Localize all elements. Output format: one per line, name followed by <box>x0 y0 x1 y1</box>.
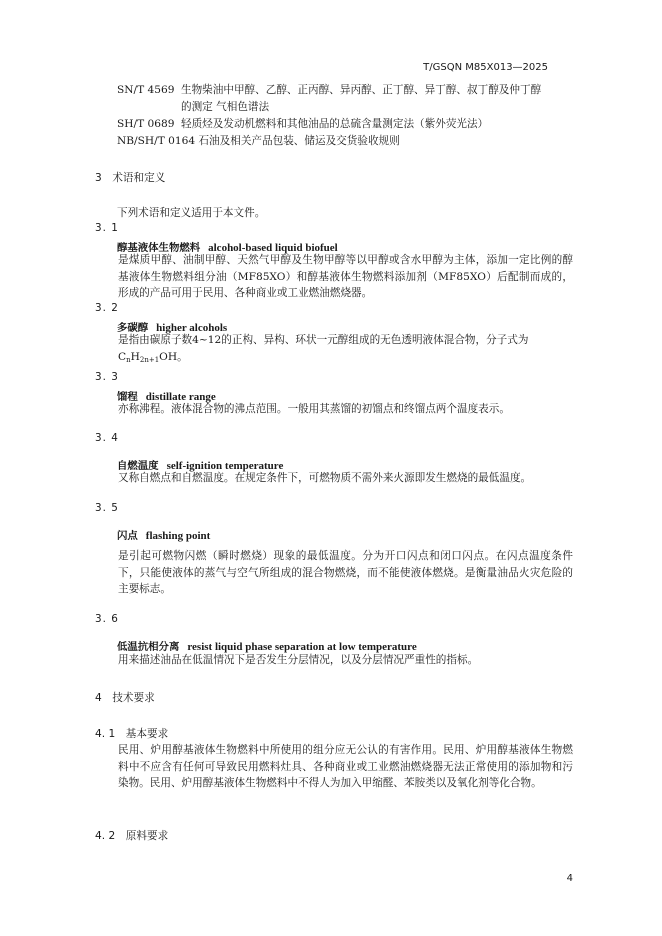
subsection-heading: 4. 1 基本要求 <box>95 728 169 740</box>
definition-text: 又称自燃点和自燃温度。在规定条件下，可燃物质不需外来火源即发生燃烧的最低温度。 <box>118 472 532 484</box>
term-en: distillate range <box>145 391 216 403</box>
term-en: flashing point <box>145 530 211 542</box>
standard-ref <box>117 82 541 97</box>
definition-text <box>95 332 573 368</box>
term-en: higher alcohols <box>156 322 228 334</box>
term-number: 3. 4 <box>95 432 119 444</box>
term-en: resist liquid phase separation at low temperature <box>187 641 417 653</box>
term-definition <box>95 470 573 487</box>
standard-ref <box>117 133 400 148</box>
standard-ref <box>117 116 488 131</box>
term-zh: 醇基液体生物燃料 <box>117 242 201 254</box>
term-definition <box>95 401 573 418</box>
standard-code: NB/SH/T 0164 <box>117 135 196 147</box>
term-number: 3. 6 <box>95 613 119 625</box>
document-code: T/GSQN M85X013—2025 <box>423 62 548 73</box>
formula-2n1: 2n+1 <box>139 355 160 364</box>
term-zh: 多碳醇 <box>117 322 149 334</box>
term-definition <box>95 252 573 302</box>
term-definition <box>95 548 573 598</box>
term-number: 3. 3 <box>95 371 119 383</box>
subsection-heading: 4. 2 原料要求 <box>95 830 169 842</box>
subsection-paragraph <box>95 742 573 792</box>
term-title <box>117 527 210 542</box>
term-zh: 低温抗相分离 <box>117 641 180 653</box>
term-zh: 闪点 <box>117 530 138 542</box>
term-en: alcohol-based liquid biofuel <box>208 242 338 254</box>
term-number: 3. 5 <box>95 502 119 514</box>
chemical-formula <box>118 351 188 363</box>
term-number: 3. 1 <box>95 222 119 234</box>
paragraph-text: 民用、炉用醇基液体生物燃料中所使用的组分应无公认的有害作用。民用、炉用醇基液体生物燃料中不应含有任何可导致民用燃料灶具、各种商业或工业燃油燃烧器无法正常使用的添加物和污染物。民用、炉用醇基液体生物燃料中不得人为加入甲缩醛、苯胺类以及氧化剂等化合物。 <box>118 744 573 789</box>
term-definition <box>95 652 573 669</box>
page-number: 4 <box>566 873 573 884</box>
term-en: self-ignition temperature <box>166 460 284 472</box>
definition-text: 亦称沸程。液体混合物的沸点范围。一般用其蒸馏的初馏点和终馏点两个温度表示。 <box>118 403 510 415</box>
section-intro: 下列术语和定义适用于本文件。 <box>117 207 266 219</box>
formula-c: C <box>118 350 127 363</box>
term-zh: 自燃温度 <box>117 460 159 472</box>
definition-text: 用来描述油品在低温情况下是否发生分层情况，以及分层情况严重性的指标。 <box>118 654 479 666</box>
section-heading: 4 技术要求 <box>95 692 155 704</box>
section-heading: 3 术语和定义 <box>95 172 166 184</box>
definition-body: 是指由碳原子数4~12的正构、异构、环状一元醇组成的无色透明液体混合物，分子式为 <box>118 334 529 346</box>
standard-title: 轻质烃及发动机燃料和其他油品的总硫含量测定法（紫外荧光法） <box>181 118 489 130</box>
formula-n: n <box>126 355 131 364</box>
formula-h: H <box>130 350 140 363</box>
definition-text: 是引起可燃物闪燃（瞬时燃烧）现象的最低温度。分为开口闪点和闭口闪点。在闪点温度条件下，只能使液体的蒸气与空气所组成的混合物燃烧，而不能使液体燃烧。是衡量油品火灾危险的主要标志。 <box>118 550 573 595</box>
term-title <box>117 638 417 653</box>
standard-title-cont: 的测定 气相色谱法 <box>181 101 270 113</box>
definition-text: 是煤质甲醇、油制甲醇、天然气甲醇及生物甲醇等以甲醇或含水甲醇为主体，添加一定比例的醇基液体生物燃料组分油（MF85XO）和醇基液体生物燃料添加剂（MF85XO）后配制而成的，形成的产品可用于民用、各种商业或工业燃油燃烧器。 <box>118 254 573 299</box>
standard-code: SH/T 0689 <box>117 118 175 130</box>
standard-title: 石油及相关产品包装、储运及交货验收规则 <box>198 135 400 147</box>
term-zh: 馏程 <box>117 391 138 403</box>
standard-code: SN/T 4569 <box>117 84 175 96</box>
standard-title: 生物柴油中甲醇、乙醇、正丙醇、异丙醇、正丁醇、异丁醇、叔丁醇及仲丁醇 <box>181 84 542 96</box>
term-definition <box>95 332 573 368</box>
term-number: 3. 2 <box>95 302 119 314</box>
formula-oh: OH。 <box>159 350 188 363</box>
